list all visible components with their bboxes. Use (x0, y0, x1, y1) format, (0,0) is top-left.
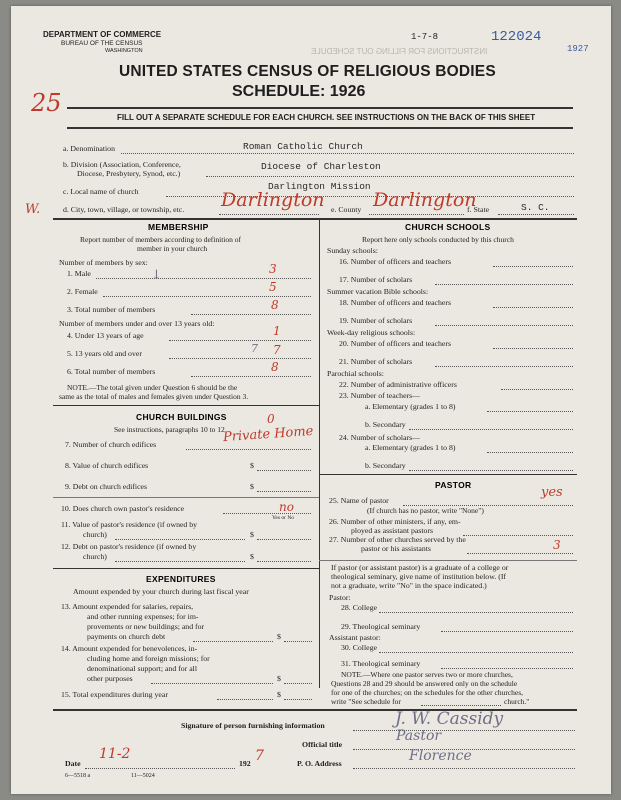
header-rule-top (67, 107, 573, 109)
schools-title: CHURCH SCHOOLS (405, 222, 491, 232)
county-line (369, 214, 464, 215)
denomination-label: a. Denomination (63, 144, 115, 153)
pastor-note-blank (421, 705, 501, 706)
q12-label-2: church) (83, 552, 107, 561)
graduate-note-3: not a graduate, write "No" in the space indicated.) (331, 581, 487, 590)
q24b-label: b. Secondary (365, 461, 406, 470)
buildings-title: CHURCH BUILDINGS (136, 412, 227, 422)
q22-label: 22. Number of administrative officers (339, 380, 457, 389)
q23b-line (409, 429, 573, 430)
q8-dollar: $ (250, 461, 254, 470)
schools-bottom-rule (319, 474, 577, 475)
q28-line (379, 612, 573, 613)
q30-line (379, 652, 573, 653)
pastor-note-2: Questions 28 and 29 should be answered only on the schedule (331, 679, 518, 688)
q25-sublabel: (If church has no pastor, write "None") (367, 506, 484, 515)
city-value: Darlington (221, 189, 325, 211)
graduate-note-1: If pastor (or assistant pastor) is a graduate of a college or (331, 563, 509, 572)
address-line (353, 768, 575, 769)
parochial-schools-label: Parochial schools: (327, 369, 384, 378)
bureau-name: BUREAU OF THE CENSUS (61, 40, 143, 47)
county-value: Darlington (373, 189, 477, 211)
q10-line (223, 513, 311, 514)
census-schedule-page (11, 6, 611, 794)
q24a-line (487, 452, 573, 453)
division-line (206, 176, 574, 177)
state-label: f. State (467, 205, 490, 214)
signature-line (353, 730, 575, 731)
q15-dollar: $ (277, 690, 281, 699)
state-line (498, 214, 574, 215)
q29-label: 29. Theological seminary (341, 622, 421, 631)
city-label: d. City, town, village, or township, etc. (63, 205, 185, 214)
expenditures-intro: Amount expended by your church during last fiscal year (73, 587, 249, 596)
received-stamp-year: 1927 (567, 44, 589, 54)
year-label: 192 (239, 759, 251, 768)
q11-dollar: $ (250, 530, 254, 539)
pastor-note-4: write "See schedule for (331, 697, 401, 706)
handwritten-schedule-number: 25 (31, 89, 62, 117)
print-code: 11—5024 (131, 773, 155, 779)
buildings-intro: See instructions, paragraphs 10 to 12 (114, 425, 225, 434)
q14-label-3: denominational support; and for all (87, 664, 197, 673)
q26-line (463, 535, 573, 536)
q24b-line (409, 470, 573, 471)
q15-dots (217, 699, 273, 700)
q20-line (493, 348, 573, 349)
q6-line (191, 376, 311, 377)
q7-label: 7. Number of church edifices (65, 440, 157, 449)
q30-label: 30. College (341, 643, 377, 652)
year-value: 7 (255, 748, 264, 764)
department-name: DEPARTMENT OF COMMERCE (43, 30, 162, 39)
q1-label: 1. Male (67, 269, 91, 278)
q2-label: 2. Female (67, 287, 98, 296)
q31-line (441, 668, 573, 669)
header-rule-bottom (67, 127, 573, 129)
signature-label: Signature of person furnishing information (181, 721, 325, 730)
q13-label-4: payments on church debt (87, 632, 166, 641)
form-number: 6—5518 a (65, 773, 91, 779)
q23a-label: a. Elementary (grades 1 to 8) (365, 402, 456, 411)
q10-sublabel: Yes or No (272, 515, 295, 521)
schools-intro: Report here only schools conducted by this church (362, 235, 514, 244)
expenditures-title: EXPENDITURES (146, 574, 216, 584)
q27-label-2: pastor or his assistants (361, 544, 431, 553)
members-by-sex-label: Number of members by sex: (59, 258, 148, 267)
q11-line (257, 539, 311, 540)
received-stamp-date: 1-7-8 (411, 32, 439, 42)
q27-label-1: 27. Number of other churches served by the (329, 535, 466, 544)
pastor-note-3: for one of the churches; on the schedules for the other churches, (331, 688, 524, 697)
q3-value: 8 (271, 298, 279, 312)
q26-label-2: ployed as assistant pastors (351, 526, 434, 535)
q6-value: 8 (271, 360, 279, 374)
q10-value: no (279, 500, 294, 514)
q2-line (103, 296, 311, 297)
membership-note-1: NOTE.—The total given under Question 6 should be the (67, 383, 238, 392)
q23-label: 23. Number of teachers— (339, 391, 420, 400)
membership-intro-1: Report number of members according to definition of (80, 235, 241, 244)
denomination-line (121, 153, 574, 154)
q11-dots (115, 539, 245, 540)
pastor-note-1: NOTE.—Where one pastor serves two or more churches, (341, 670, 513, 679)
q14-line (284, 683, 312, 684)
q4-value: 1 (273, 324, 281, 338)
q11-label-2: church) (83, 530, 107, 539)
q13-dollar: $ (277, 632, 281, 641)
q1-value: 3 (269, 262, 277, 276)
q25-value: yes (541, 485, 563, 500)
q11-label-1: 11. Value of pastor's residence (if owned by (61, 520, 198, 529)
q13-label-2: and other running expenses; for im- (87, 612, 199, 621)
q18-label: 18. Number of officers and teachers (339, 298, 452, 307)
denomination-value: Roman Catholic Church (243, 141, 363, 152)
q9-line (257, 491, 311, 492)
q5-margin-note: 7 (251, 342, 258, 355)
q23b-label: b. Secondary (365, 420, 406, 429)
q1-line (96, 278, 311, 279)
q8-label: 8. Value of church edifices (65, 461, 149, 470)
assistant-subheading: Assistant pastor: (329, 633, 381, 642)
q14-dots (151, 683, 273, 684)
pastor-subheading: Pastor: (329, 593, 351, 602)
q27-value: 3 (553, 538, 561, 552)
q10-label: 10. Does church own pastor's residence (61, 504, 185, 513)
q9-dollar: $ (250, 482, 254, 491)
q13-line (284, 641, 312, 642)
q24a-label: a. Elementary (grades 1 to 8) (365, 443, 456, 452)
grid-top-rule (53, 218, 577, 220)
q13-label-3: provements or new buildings; and for (87, 622, 205, 631)
division-label-2: Diocese, Presbytery, Synod, etc.) (77, 169, 181, 178)
county-label: e. County (331, 205, 362, 214)
membership-intro-2: member in your church (137, 244, 208, 253)
q12-label-1: 12. Debt on pastor's residence (if owned by (61, 542, 197, 551)
q21-line (435, 366, 573, 367)
q24-label: 24. Number of scholars— (339, 433, 420, 442)
q17-label: 17. Number of scholars (339, 275, 413, 284)
q4-label: 4. Under 13 years of age (67, 331, 144, 340)
sunday-schools-label: Sunday schools: (327, 246, 378, 255)
city-line (219, 214, 319, 215)
q23a-line (487, 411, 573, 412)
form-subtitle: SCHEDULE: 1926 (232, 83, 366, 100)
q26-label-1: 26. Number of other ministers, if any, em- (329, 517, 461, 526)
q1-stray-mark: ↓ (151, 268, 162, 283)
q14-label-1: 14. Amount expended for benevolences, in- (61, 644, 198, 653)
q8-line (257, 470, 311, 471)
q7-value: 0 (267, 412, 275, 426)
q17-line (435, 284, 573, 285)
q14-label-2: cluding home and foreign missions; for (87, 654, 210, 663)
date-line (85, 768, 235, 769)
q18-line (493, 307, 573, 308)
membership-note-2: same as the total of males and females given under Question 3. (59, 392, 249, 401)
address-value: Florence (409, 748, 472, 764)
under-over-label: Number of members under and over 13 years old: (59, 319, 215, 328)
q15-label: 15. Total expenditures during year (61, 690, 168, 699)
bleed-through-text: INSTRUCTIONS FOR FILLING OUT SCHEDULE (311, 47, 488, 56)
q20-label: 20. Number of officers and teachers (339, 339, 452, 348)
city-name: WASHINGTON (105, 48, 143, 54)
q2-value: 5 (269, 280, 277, 294)
q6-label: 6. Total number of members (67, 367, 156, 376)
q13-dots (193, 641, 273, 642)
official-title-label: Official title (302, 740, 343, 749)
q12-dollar: $ (250, 552, 254, 561)
q19-label: 19. Number of scholars (339, 316, 413, 325)
q5-line (169, 358, 311, 359)
q16-line (493, 266, 573, 267)
q27-line (467, 553, 573, 554)
official-title-value: Pastor (396, 728, 442, 744)
q7-note: Private Home (222, 423, 314, 446)
q14-dollar: $ (277, 674, 281, 683)
q29-line (441, 631, 573, 632)
q21-label: 21. Number of scholars (339, 357, 413, 366)
form-title: UNITED STATES CENSUS OF RELIGIOUS BODIES (119, 63, 496, 80)
q9-label: 9. Debt on church edifices (65, 482, 148, 491)
q22-line (501, 389, 573, 390)
division-value: Diocese of Charleston (261, 161, 381, 172)
pastor-mid-rule (319, 560, 577, 561)
state-value: S. C. (521, 202, 550, 213)
margin-mark: W. (25, 202, 41, 217)
date-value: 11-2 (99, 746, 131, 762)
signature-value: J. W. Cassidy (395, 709, 504, 729)
q19-line (435, 325, 573, 326)
q3-label: 3. Total number of members (67, 305, 156, 314)
membership-title: MEMBERSHIP (148, 222, 209, 232)
q28-label: 28. College (341, 603, 377, 612)
date-label: Date (65, 759, 81, 768)
address-label: P. O. Address (297, 759, 342, 768)
division-label-1: b. Division (Association, Conference, (63, 160, 181, 169)
q12-dots (115, 561, 245, 562)
q25-label: 25. Name of pastor (329, 496, 389, 505)
vacation-schools-label: Summer vacation Bible schools: (327, 287, 429, 296)
q7-line (186, 449, 311, 450)
pastor-note-5: church." (504, 697, 530, 706)
membership-bottom-rule (53, 405, 319, 406)
mission-name: Darlington Mission (268, 181, 371, 192)
received-stamp-number: 122024 (491, 29, 542, 45)
instruction-line: FILL OUT A SEPARATE SCHEDULE FOR EACH CHURCH. SEE INSTRUCTIONS ON THE BACK OF THIS SHEET (117, 113, 536, 122)
local-church-label: c. Local name of church (63, 187, 139, 196)
weekday-schools-label: Week-day religious schools: (327, 328, 416, 337)
q3-line (191, 314, 311, 315)
buildings-bottom-rule (53, 568, 319, 569)
q14-label-4: other purposes (87, 674, 133, 683)
grid-center-divider (319, 218, 320, 688)
q5-value: 7 (273, 343, 281, 357)
pastor-title: PASTOR (435, 480, 472, 490)
q13-label-1: 13. Amount expended for salaries, repairs, (61, 602, 194, 611)
q16-label: 16. Number of officers and teachers (339, 257, 452, 266)
q15-line (284, 699, 312, 700)
graduate-note-2: theological seminary, give name of institution below. (If (331, 572, 507, 581)
q5-label: 5. 13 years old and over (67, 349, 142, 358)
q4-line (169, 340, 311, 341)
q12-line (257, 561, 311, 562)
buildings-mid-rule (53, 497, 319, 498)
q31-label: 31. Theological seminary (341, 659, 421, 668)
